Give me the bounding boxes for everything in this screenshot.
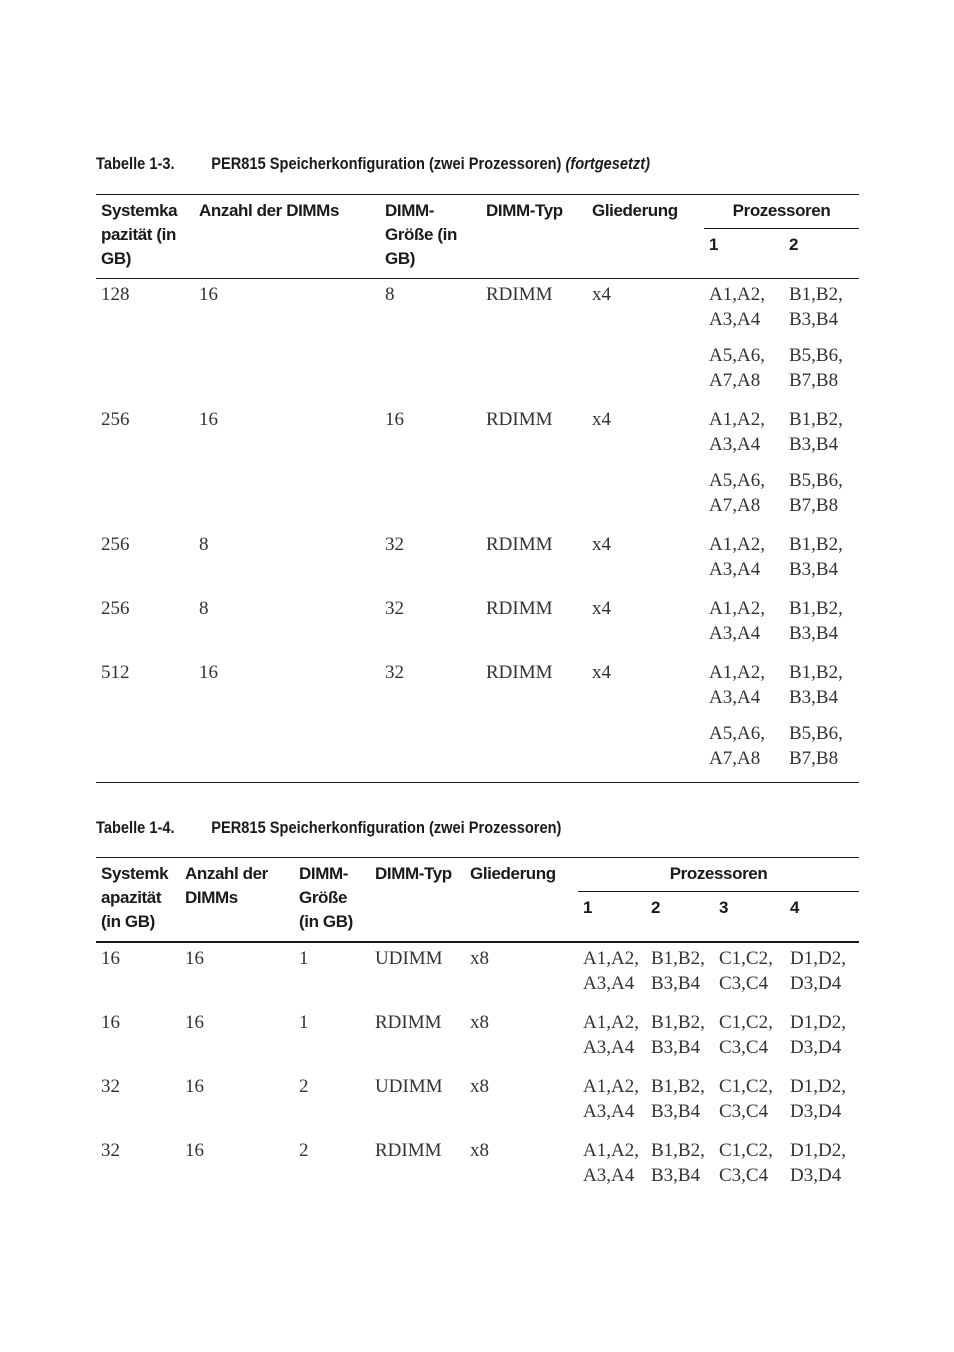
table4 — [96, 857, 859, 1199]
cell-capacity — [96, 343, 194, 404]
table3-header-capacity: Systemka pazität (in GB) — [96, 195, 194, 279]
cell-dimm-count: 16 — [199, 284, 218, 305]
table3-header-dimm-type: DIMM-Typ — [481, 195, 587, 279]
cell-capacity: 256 — [101, 409, 130, 430]
cell-capacity: 256 — [101, 598, 130, 619]
cell-organization: x4 — [592, 284, 611, 305]
table3-header-organization: Gliederung — [587, 195, 704, 279]
cell-capacity: 512 — [101, 662, 130, 683]
table4-header-dimm-count: Anzahl der DIMMs — [180, 858, 294, 943]
cell-p1: A1,A2, A3,A4 — [709, 534, 765, 580]
cell-p2: B1,B2, B3,B4 — [789, 284, 843, 330]
cell-organization: x8 — [470, 1140, 489, 1161]
table4-header-dimm-type: DIMM-Typ — [370, 858, 465, 943]
cell-dimm-count — [194, 343, 380, 404]
cell-p1: A1,A2, A3,A4 — [583, 1076, 639, 1122]
cell-p2: B5,B6, B7,B8 — [789, 470, 843, 516]
table3-title-suffix: (fortgesetzt) — [565, 154, 650, 173]
table3-caption — [96, 154, 650, 174]
cell-p1: A1,A2, A3,A4 — [709, 284, 765, 330]
table-row — [96, 721, 859, 783]
cell-p3: C1,C2, C3,C4 — [719, 1140, 773, 1186]
table-row — [96, 404, 859, 468]
cell-dimm-size — [380, 343, 481, 404]
table4-header-dimm-size: DIMM-Größe (in GB) — [294, 858, 370, 943]
cell-dimm-size: 2 — [299, 1140, 309, 1161]
cell-p4: D1,D2, D3,D4 — [790, 948, 846, 994]
table4-number: Tabelle 1-4. — [96, 818, 175, 837]
cell-p2: B1,B2, B3,B4 — [789, 662, 843, 708]
table4-title: PER815 Speicherkonfiguration (zwei Prozessoren) — [211, 818, 562, 837]
cell-dimm-count: 8 — [199, 534, 209, 555]
cell-dimm-count: 16 — [199, 662, 218, 683]
table-row — [96, 1071, 859, 1135]
cell-capacity: 256 — [101, 534, 130, 555]
cell-dimm-count — [194, 721, 380, 783]
cell-dimm-count — [194, 468, 380, 529]
cell-dimm-type — [481, 721, 587, 783]
cell-dimm-type: UDIMM — [375, 1076, 443, 1097]
cell-capacity: 16 — [101, 948, 120, 969]
table3-header-dimm-size: DIMM-Größe (in GB) — [380, 195, 481, 279]
table4-header-organization: Gliederung — [465, 858, 578, 943]
table-row — [96, 1007, 859, 1071]
cell-organization: x8 — [470, 1076, 489, 1097]
cell-dimm-count: 16 — [185, 1140, 204, 1161]
table-row — [96, 657, 859, 721]
cell-p2: B5,B6, B7,B8 — [789, 723, 843, 769]
cell-dimm-size: 16 — [385, 409, 404, 430]
cell-p1: A1,A2, A3,A4 — [709, 409, 765, 455]
cell-organization: x4 — [592, 534, 611, 555]
table3-header-processors: Prozessoren — [704, 195, 859, 229]
cell-p2: B1,B2, B3,B4 — [789, 409, 843, 455]
cell-dimm-size — [380, 468, 481, 529]
cell-dimm-type — [481, 468, 587, 529]
table4-header-proc-4: 4 — [785, 892, 859, 943]
cell-dimm-type: UDIMM — [375, 948, 443, 969]
cell-p2: B1,B2, B3,B4 — [789, 598, 843, 644]
cell-dimm-size — [380, 721, 481, 783]
cell-organization: x4 — [592, 409, 611, 430]
cell-p1: A1,A2, A3,A4 — [583, 948, 639, 994]
cell-dimm-count: 8 — [199, 598, 209, 619]
table3-header-proc-2: 2 — [784, 229, 859, 279]
cell-dimm-size: 1 — [299, 1012, 309, 1033]
cell-dimm-size: 2 — [299, 1076, 309, 1097]
cell-dimm-type — [481, 343, 587, 404]
cell-dimm-type: RDIMM — [486, 534, 553, 555]
cell-p4: D1,D2, D3,D4 — [790, 1076, 846, 1122]
table3-title: PER815 Speicherkonfiguration (zwei Prozessoren) — [211, 154, 562, 173]
table4-header-capacity: Systemk apazität (in GB) — [96, 858, 180, 943]
cell-p3: C1,C2, C3,C4 — [719, 948, 773, 994]
cell-p3: C1,C2, C3,C4 — [719, 1012, 773, 1058]
cell-p1: A5,A6, A7,A8 — [709, 723, 765, 769]
cell-dimm-size: 32 — [385, 662, 404, 683]
cell-dimm-type: RDIMM — [486, 662, 553, 683]
cell-dimm-type: RDIMM — [486, 409, 553, 430]
cell-dimm-type: RDIMM — [486, 598, 553, 619]
cell-dimm-count: 16 — [185, 948, 204, 969]
cell-capacity — [96, 468, 194, 529]
cell-p4: D1,D2, D3,D4 — [790, 1012, 846, 1058]
table4-header-proc-3: 3 — [714, 892, 785, 943]
cell-dimm-type: RDIMM — [486, 284, 553, 305]
cell-capacity: 16 — [101, 1012, 120, 1033]
table-row — [96, 1135, 859, 1199]
cell-capacity: 128 — [101, 284, 130, 305]
table4-header-proc-2: 2 — [646, 892, 714, 943]
table-row — [96, 942, 859, 1007]
cell-dimm-count: 16 — [185, 1012, 204, 1033]
cell-capacity — [96, 721, 194, 783]
table4-header-processors: Prozessoren — [578, 858, 859, 892]
cell-dimm-size: 32 — [385, 534, 404, 555]
table-row — [96, 593, 859, 657]
cell-p2: B1,B2, B3,B4 — [651, 1076, 705, 1122]
table-row — [96, 529, 859, 593]
cell-p2: B1,B2, B3,B4 — [789, 534, 843, 580]
cell-p1: A1,A2, A3,A4 — [583, 1140, 639, 1186]
cell-dimm-count: 16 — [199, 409, 218, 430]
cell-capacity: 32 — [101, 1076, 120, 1097]
cell-organization — [587, 343, 704, 404]
table3 — [96, 194, 859, 783]
table3-number: Tabelle 1-3. — [96, 154, 175, 173]
cell-organization: x8 — [470, 1012, 489, 1033]
cell-capacity: 32 — [101, 1140, 120, 1161]
cell-p1: A5,A6, A7,A8 — [709, 470, 765, 516]
table4-header-proc-1: 1 — [578, 892, 646, 943]
cell-dimm-type: RDIMM — [375, 1012, 442, 1033]
cell-p3: C1,C2, C3,C4 — [719, 1076, 773, 1122]
cell-organization: x4 — [592, 662, 611, 683]
table3-header-dimm-count: Anzahl der DIMMs — [194, 195, 380, 279]
cell-dimm-size: 8 — [385, 284, 395, 305]
cell-p2: B5,B6, B7,B8 — [789, 345, 843, 391]
cell-dimm-size: 1 — [299, 948, 309, 969]
table-row — [96, 343, 859, 404]
cell-p1: A5,A6, A7,A8 — [709, 345, 765, 391]
cell-p2: B1,B2, B3,B4 — [651, 948, 705, 994]
cell-p1: A1,A2, A3,A4 — [709, 662, 765, 708]
cell-dimm-size: 32 — [385, 598, 404, 619]
table-row — [96, 279, 859, 344]
cell-organization — [587, 468, 704, 529]
cell-p1: A1,A2, A3,A4 — [583, 1012, 639, 1058]
table3-header-proc-1: 1 — [704, 229, 784, 279]
cell-p1: A1,A2, A3,A4 — [709, 598, 765, 644]
cell-organization: x4 — [592, 598, 611, 619]
table-row — [96, 468, 859, 529]
cell-p2: B1,B2, B3,B4 — [651, 1140, 705, 1186]
cell-dimm-count: 16 — [185, 1076, 204, 1097]
cell-p4: D1,D2, D3,D4 — [790, 1140, 846, 1186]
cell-organization — [587, 721, 704, 783]
cell-dimm-type: RDIMM — [375, 1140, 442, 1161]
cell-organization: x8 — [470, 948, 489, 969]
cell-p2: B1,B2, B3,B4 — [651, 1012, 705, 1058]
table4-caption — [96, 818, 561, 838]
